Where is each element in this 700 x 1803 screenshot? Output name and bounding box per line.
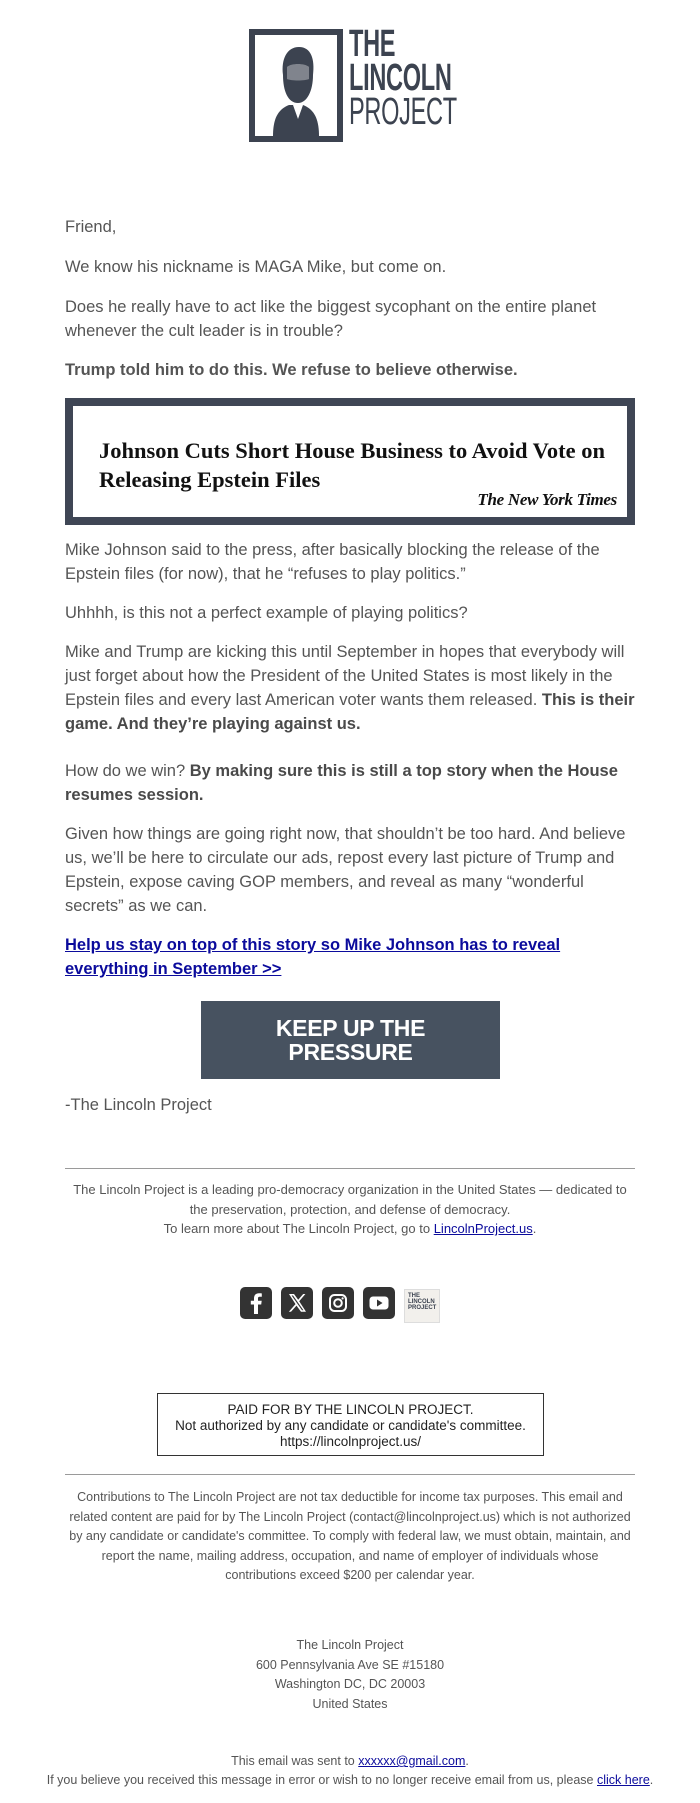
x-icon[interactable] <box>281 1287 313 1319</box>
paragraph-5: Uhhhh, is this not a perfect example of playing politics? <box>65 604 468 622</box>
cta-line-2: PRESSURE <box>288 1039 413 1065</box>
paragraph-3-bold: Trump told him to do this. We refuse to believe otherwise. <box>65 361 518 379</box>
paragraph-4: Mike Johnson said to the press, after basically blocking the release of the Epstein files (for now), that he “refuses to play politics.” <box>65 541 600 583</box>
greeting: Friend, <box>65 218 117 236</box>
news-headline-title: Johnson Cuts Short House Business to Avoid Vote on Releasing Epstein Files <box>99 438 605 492</box>
logo-line-project: PROJECT <box>349 91 457 133</box>
address-street: 600 Pennsylvania Ave SE #15180 <box>255 1657 445 1672</box>
mailing-address <box>65 1636 635 1714</box>
paragraph-7-text: How do we win? <box>65 762 186 780</box>
paragraph-6-text: Mike and Trump are kicking this until September in hopes that everybody will just forget about how the President of the United States is most likely in the Epstein files and every last American voter wants them released. <box>65 643 625 709</box>
address-country: United States <box>312 1696 388 1711</box>
sent-to-prefix: This email was sent to <box>231 1754 355 1768</box>
paid-line-2: Not authorized by any candidate or candidate's committee. <box>175 1418 526 1433</box>
about-text: The Lincoln Project is a leading pro-democracy organization in the United States — dedicated to the preservation, protection, and defense of democracy. <box>73 1182 627 1217</box>
lincoln-project-icon[interactable] <box>404 1289 440 1323</box>
cta-line-1: KEEP UP THE <box>275 1015 426 1041</box>
paragraph-7-bold: By making sure this is still a top story when the House resumes session. <box>65 762 618 804</box>
divider <box>65 1474 635 1475</box>
about-section <box>65 1180 635 1239</box>
address-name: The Lincoln Project <box>296 1638 404 1652</box>
unsubscribe-suffix: . <box>649 1773 654 1787</box>
paid-line-3: https://lincolnproject.us/ <box>279 1434 422 1449</box>
paragraph-6 <box>65 640 640 736</box>
address-city: Washington DC, DC 20003 <box>274 1677 426 1691</box>
unsubscribe-link[interactable]: click here <box>597 1773 650 1787</box>
unsubscribe-prefix: If you believe you received this message in error or wish to no longer receive email from us, please <box>46 1773 594 1787</box>
paid-for-disclaimer-box <box>157 1393 544 1456</box>
logo-wordmark <box>349 23 459 133</box>
paragraph-6-bold: This is their game. And they’re playing against us. <box>65 691 635 733</box>
lincoln-portrait-frame <box>249 29 343 142</box>
learn-more-line <box>65 1219 635 1239</box>
sent-to-suffix: . <box>465 1754 469 1768</box>
paid-line-1: PAID FOR BY THE LINCOLN PROJECT. <box>227 1402 474 1417</box>
unsubscribe-line <box>0 1771 700 1790</box>
donate-link-paragraph <box>65 933 640 981</box>
lincoln-project-logo[interactable] <box>249 23 457 144</box>
signoff: -The Lincoln Project <box>65 1096 212 1114</box>
paragraph-7 <box>65 759 640 807</box>
news-headline-card[interactable] <box>65 398 635 525</box>
paragraph-8: Given how things are going right now, that shouldn’t be too hard. And believe us, we’ll be here to circulate our ads, repost every last picture of Trump and Epstein, expose caving GOP members, and reveal as many “wonderful secrets” as we can. <box>65 825 626 915</box>
facebook-icon[interactable] <box>240 1287 272 1319</box>
divider <box>65 1168 635 1169</box>
paragraph-2: Does he really have to act like the biggest sycophant on the entire planet whenever the cult leader is in trouble? <box>65 298 597 340</box>
instagram-icon[interactable] <box>322 1287 354 1319</box>
contribution-disclaimer: Contributions to The Lincoln Project are not tax deductible for income tax purposes. This email and related content are paid for by The Lincoln Project (contact@lincolnproject.us) which is not authorized by any candidate or candidate's committee. To comply with federal law, we must obtain, maintain, and report the name, mailing address, occupation, and name of employer of individuals whose contributions exceed $200 per calendar year. <box>69 1490 631 1582</box>
youtube-icon[interactable] <box>363 1287 395 1319</box>
news-source-logo: The New York Times <box>477 490 617 509</box>
keep-up-the-pressure-button[interactable] <box>201 1001 500 1079</box>
learn-more-suffix: . <box>532 1221 537 1236</box>
donate-link[interactable]: Help us stay on top of this story so Mike Johnson has to reveal everything in September >> <box>65 936 561 978</box>
logo-line-lincoln: LINCOLN <box>349 57 452 99</box>
recipient-email-link[interactable]: xxxxxx@gmail.com <box>358 1754 466 1768</box>
news-headline-inner <box>73 406 627 517</box>
email-footer <box>0 1752 700 1790</box>
learn-more-prefix: To learn more about The Lincoln Project, go to <box>163 1221 431 1236</box>
logo-line-the: THE <box>349 23 396 65</box>
sent-to-line <box>0 1752 700 1771</box>
lincoln-portrait-icon <box>255 35 337 136</box>
lincolnproject-link[interactable]: LincolnProject.us <box>433 1221 533 1236</box>
paragraph-1: We know his nickname is MAGA Mike, but come on. <box>65 258 447 276</box>
lincoln-project-mini-logo: THE LINCOLN PROJECT <box>408 1293 437 1311</box>
